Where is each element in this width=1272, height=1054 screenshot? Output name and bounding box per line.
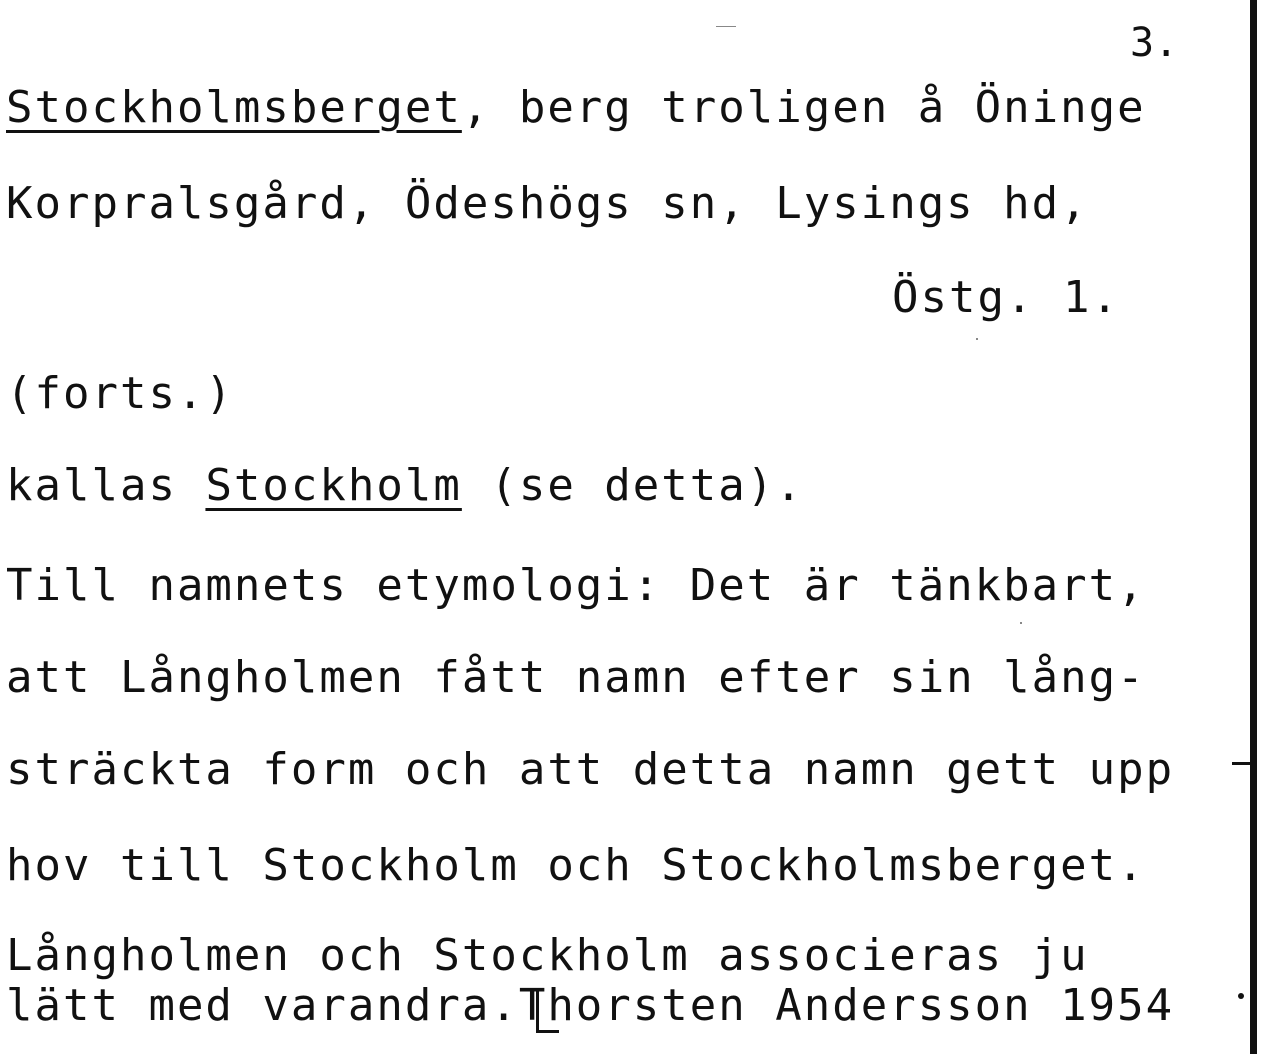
reference-line — [6, 460, 804, 511]
continuation-note: (forts.) — [6, 368, 234, 419]
heading-line — [6, 82, 1146, 133]
hyphen-mark — [1232, 762, 1250, 765]
scan-speck — [1020, 622, 1022, 624]
insertion-mark — [536, 990, 559, 1033]
body-line-5: Långholmen och Stockholm associeras ju — [6, 930, 1089, 981]
scan-speck — [976, 338, 978, 340]
closing-text: lätt med varandra. — [6, 980, 519, 1031]
body-line-4: hov till Stockholm och Stockholmsberget. — [6, 840, 1146, 891]
heading-description: , berg troligen å Öninge — [461, 82, 1146, 133]
body-line-2: att Långholmen fått namn efter sin lång- — [6, 652, 1146, 703]
location-line: Korpralsgård, Ödeshögs sn, Lysings hd, — [6, 178, 1089, 229]
scan-speck — [716, 26, 736, 27]
reference-prefix: kallas — [6, 460, 206, 511]
body-line-1: Till namnets etymologi: Det är tänkbart, — [6, 560, 1146, 611]
card-edge-border — [1250, 0, 1257, 1054]
body-line-6 — [6, 980, 1175, 1031]
cross-reference: Stockholm — [205, 460, 462, 511]
signature-period — [1238, 993, 1244, 999]
body-line-3: sträckta form och att detta namn gett upp — [6, 744, 1175, 795]
reference-suffix: (se detta). — [461, 460, 804, 511]
signature: Thorsten Andersson 1954 — [518, 980, 1175, 1031]
region-line: Östg. 1. — [892, 272, 1120, 323]
page-number: 3. — [1130, 20, 1179, 66]
place-name: Stockholmsberget — [6, 82, 462, 133]
